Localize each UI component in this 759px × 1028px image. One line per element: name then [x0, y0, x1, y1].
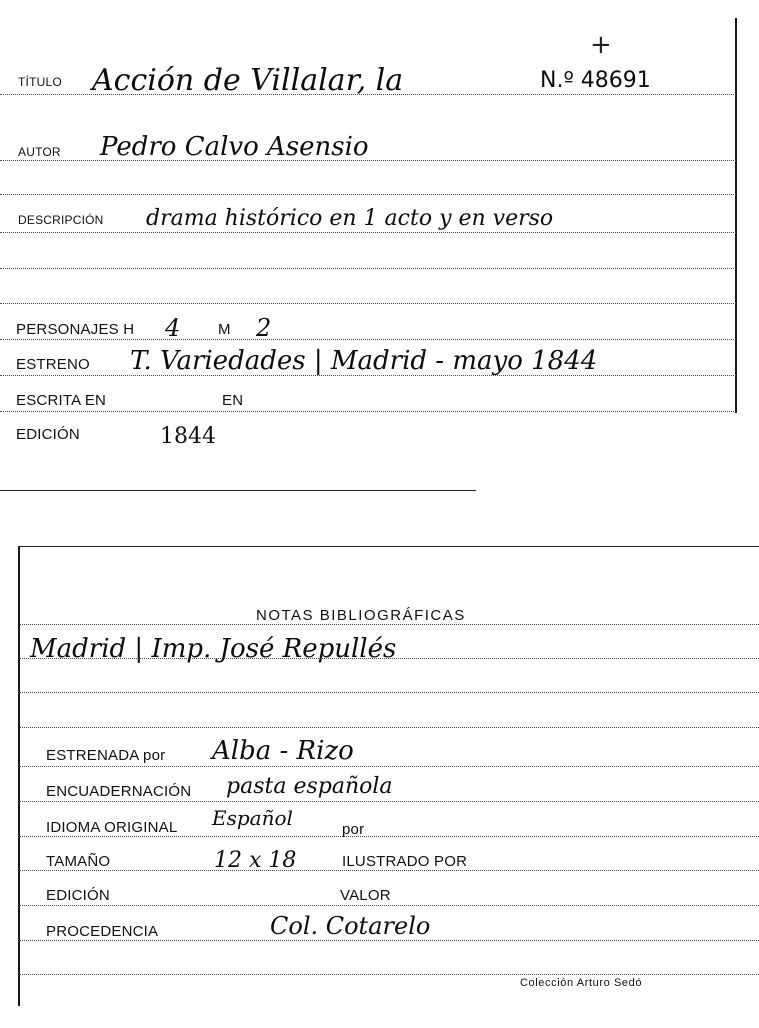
procedencia-value: Col. Cotarelo: [270, 912, 431, 940]
footer-collection: Colección Arturo Sedó: [520, 977, 643, 989]
edicion2-label: EDICIÓN: [46, 887, 110, 904]
personajes-label: PERSONAJES H: [16, 321, 135, 338]
personajes-m-value: 2: [256, 314, 272, 342]
estreno-value: T. Variedades | Madrid - mayo 1844: [130, 346, 598, 376]
idioma-label: IDIOMA ORIGINAL: [46, 819, 178, 836]
estrenada-value: Alba - Rizo: [212, 736, 354, 766]
estreno-label: ESTRENO: [16, 356, 90, 373]
personajes-h-value: 4: [165, 314, 181, 342]
rule-17: [20, 870, 759, 871]
rule-2: [0, 160, 736, 161]
tamano-value: 12 x 18: [214, 848, 297, 873]
autor-label: AUTOR: [18, 145, 61, 159]
notas-value: Madrid | Imp. José Repullés: [30, 634, 397, 664]
descripcion-value: drama histórico en 1 acto y en verso: [146, 206, 554, 231]
numero-value: N.º 48691: [540, 68, 651, 93]
card-bottom-left-border: [18, 546, 20, 1006]
card-bottom-top-edge: [18, 546, 759, 547]
rule-20: [20, 974, 759, 975]
rule-11: [20, 658, 759, 659]
rule-4: [0, 232, 736, 233]
rule-9: [0, 411, 736, 412]
escrita-en-label: EN: [222, 392, 244, 409]
idioma-por-label: por: [342, 821, 365, 838]
rule-1: [0, 94, 736, 95]
edicion-label: EDICIÓN: [16, 426, 80, 443]
cross-mark: +: [590, 30, 612, 60]
rule-15: [20, 801, 759, 802]
titulo-value: Acción de Villalar, la: [92, 63, 404, 98]
rule-16: [20, 836, 759, 837]
escrita-label: ESCRITA EN: [16, 392, 107, 409]
rule-12: [20, 692, 759, 693]
valor-label: VALOR: [340, 887, 391, 904]
ilustrado-label: ILUSTRADO POR: [342, 853, 468, 870]
estrenada-label: ESTRENADA por: [46, 747, 166, 764]
rule-19: [20, 940, 759, 941]
edicion-value: 1844: [160, 424, 216, 449]
rule-7: [0, 339, 736, 340]
titulo-label: TÍTULO: [18, 75, 62, 89]
rule-13: [20, 727, 759, 728]
rule-14: [20, 766, 759, 767]
autor-value: Pedro Calvo Asensio: [100, 132, 369, 162]
procedencia-label: PROCEDENCIA: [46, 923, 159, 940]
idioma-value: Español: [212, 806, 293, 830]
rule-8: [0, 375, 736, 376]
card-top-bottom-edge: [0, 490, 476, 491]
card-top-right-border: [735, 18, 737, 413]
rule-3: [0, 194, 736, 195]
rule-5: [0, 268, 736, 269]
encuadernacion-value: pasta española: [226, 774, 393, 799]
rule-10: [20, 624, 759, 625]
rule-6: [0, 303, 736, 304]
personajes-m-label: M: [218, 321, 231, 338]
descripcion-label: DESCRIPCIÓN: [18, 213, 104, 227]
rule-18: [20, 905, 759, 906]
tamano-label: TAMAÑO: [46, 853, 111, 870]
encuadernacion-label: ENCUADERNACIÓN: [46, 783, 192, 800]
notas-header: NOTAS BIBLIOGRÁFICAS: [256, 607, 466, 624]
